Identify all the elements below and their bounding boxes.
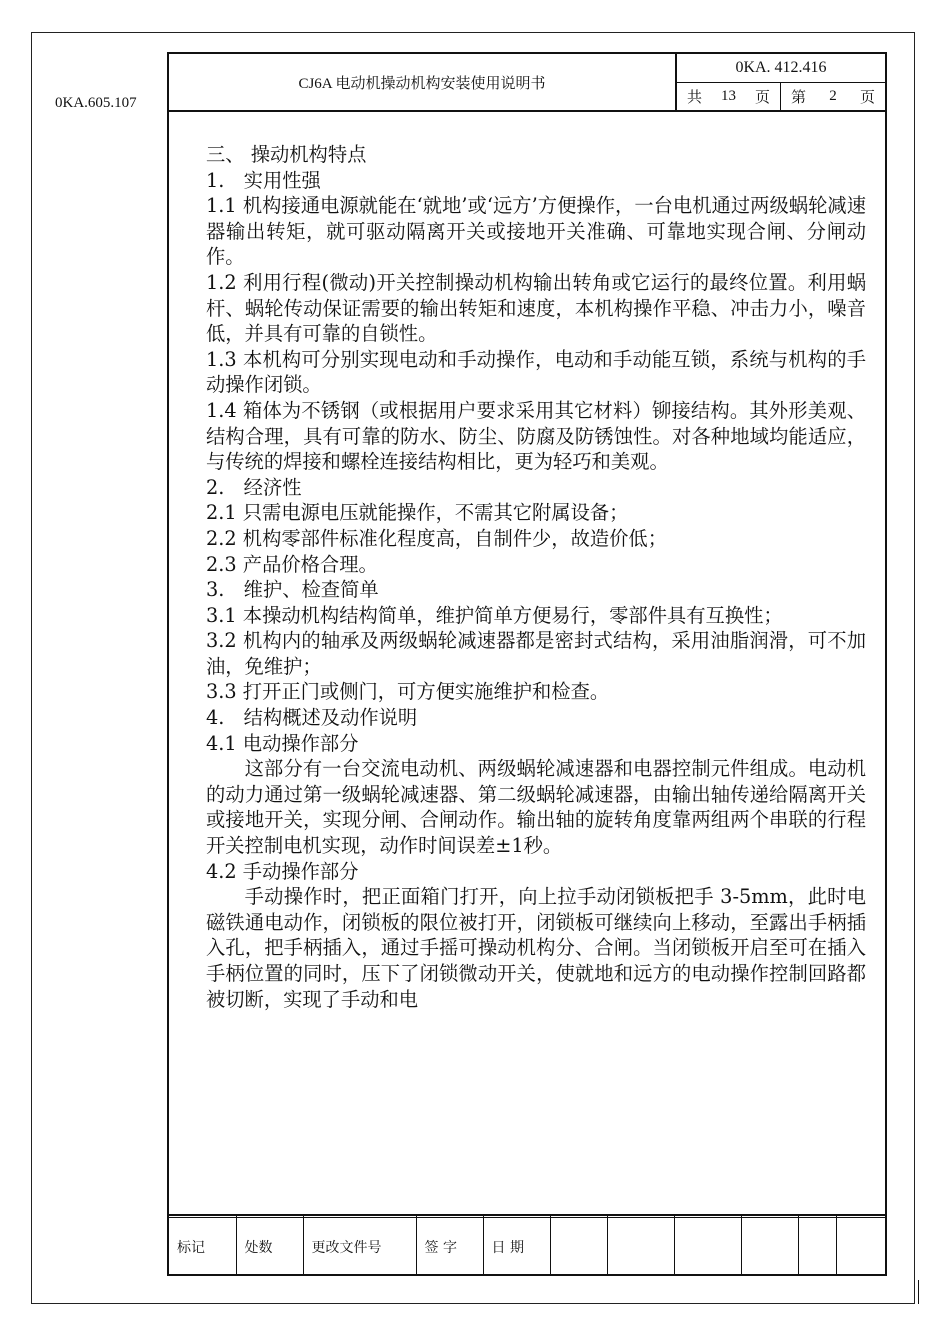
total-pages: 13 bbox=[721, 88, 736, 104]
body-paragraph: 手动操作时，把正面箱门打开，向上拉手动闭锁板把手 3-5mm，此时电磁铁通电动作，闭锁板的限位被打开，闭锁板可继续向上移动，至露出手柄插入孔，把手柄插入，通过手摇可操动机构分、合闸。当闭锁板开启至可在插入手柄位置的同时，压下了闭锁微动开关，使就地和远方的电动操作控制回路都被切断，实现了手动和电 bbox=[206, 885, 866, 1011]
total-label: 共 bbox=[687, 90, 703, 106]
inner-page-frame bbox=[167, 52, 887, 1276]
document-body bbox=[206, 142, 866, 1012]
body-paragraph: 1. 实用性强 bbox=[206, 168, 321, 192]
current-page-cell bbox=[781, 83, 885, 110]
body-paragraph: 1.3 本机构可分别实现电动和手动操作，电动和手动能互锁，系统与机构的手动操作闭锁。 bbox=[206, 347, 866, 397]
body-paragraph: 4.1 电动操作部分 bbox=[206, 731, 359, 755]
total-pages-cell bbox=[677, 83, 781, 110]
body-paragraph: 三、 操动机构特点 bbox=[206, 143, 367, 166]
body-paragraph: 2.2 机构零部件标准化程度高，自制件少，故造价低； bbox=[206, 526, 667, 550]
revision-row-labels bbox=[169, 1217, 885, 1276]
body-paragraph: 2. 经济性 bbox=[206, 475, 302, 499]
body-paragraph: 2.1 只需电源电压就能操作，不需其它附属设备； bbox=[206, 501, 629, 525]
change-doc-label: 更改文件号 bbox=[303, 1217, 416, 1276]
body-paragraph: 3. 维护、检查简单 bbox=[206, 578, 379, 602]
body-paragraph: 1.1 机构接通电源就能在‘就地’或‘远方’方便操作，一台电机通过两级蜗轮减速器输出转矩，就可驱动隔离开关或接地开关准确、可靠地实现合闸、分闸动作。 bbox=[206, 194, 866, 269]
current-label: 第 bbox=[791, 90, 807, 106]
document-title: CJ6A 电动机操动机构安装使用说明书 bbox=[169, 54, 677, 110]
date-label: 日 期 bbox=[483, 1217, 550, 1276]
signature-label: 签 字 bbox=[416, 1217, 483, 1276]
body-paragraph: 2.3 产品价格合理。 bbox=[206, 552, 378, 576]
body-paragraph: 3.3 打开正门或侧门，可方便实施维护和检查。 bbox=[206, 680, 610, 704]
body-paragraph: 3.1 本操动机构结构简单，维护简单方便易行，零部件具有互换性； bbox=[206, 603, 783, 627]
current-unit: 页 bbox=[859, 90, 875, 106]
mark-label: 标记 bbox=[169, 1217, 236, 1276]
count-label: 处数 bbox=[236, 1217, 303, 1276]
page-count-row bbox=[677, 83, 885, 110]
body-paragraph: 1.2 利用行程(微动)开关控制操动机构输出转角或它运行的最终位置。利用蜗杆、蜗轮传动保证需要的输出转矩和速度，本机构操作平稳、冲击力小，噪音低，并具有可靠的自锁性。 bbox=[206, 270, 866, 346]
body-paragraph: 3.2 机构内的轴承及两级蜗轮减速器都是密封式结构，采用油脂润滑，可不加油，免维护； bbox=[206, 629, 866, 678]
body-paragraph: 1.4 箱体为不锈钢（或根据用户要求采用其它材料）铆接结构。其外形美观、结构合理，具有可靠的防水、防尘、防腐及防锈蚀性。对各种地域均能适应，与传统的焊接和螺栓连接结构相比，更为轻巧和美观。 bbox=[206, 398, 866, 474]
body-paragraph: 4. 结构概述及动作说明 bbox=[206, 706, 418, 730]
body-paragraph: 4.2 手动操作部分 bbox=[206, 859, 359, 883]
title-block-header bbox=[169, 54, 885, 112]
revision-table bbox=[169, 1214, 885, 1276]
corner-mark bbox=[918, 1280, 919, 1304]
total-unit: 页 bbox=[754, 90, 770, 106]
current-page: 2 bbox=[829, 88, 837, 104]
document-code: 0KA. 412.416 bbox=[677, 54, 885, 83]
body-paragraph: 这部分有一台交流电动机、两级蜗轮减速器和电器控制元件组成。电动机的动力通过第一级蜗轮减速器、第二级蜗轮减速器，由输出轴传递给隔离开关或接地开关，实现分闸、合闸动作。输出轴的旋转角度靠两组两个串联的行程开关控制电机实现，动作时间误差±1秒。 bbox=[206, 757, 866, 858]
side-document-code: 0KA.605.107 bbox=[55, 95, 137, 111]
